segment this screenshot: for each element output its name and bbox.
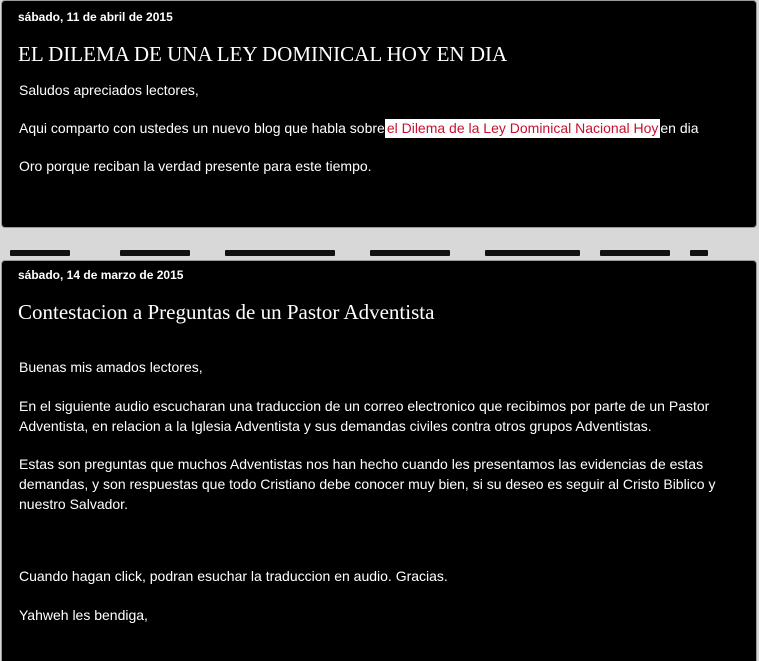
post-paragraph (19, 118, 742, 138)
post-title[interactable]: Contestacion a Preguntas de un Pastor Adventista (18, 300, 435, 324)
separator-mark (370, 250, 450, 256)
post-date: sábado, 11 de abril de 2015 (18, 10, 173, 24)
post-title[interactable]: EL DILEMA DE UNA LEY DOMINICAL HOY EN DIA (18, 42, 508, 66)
post-paragraph: Estas son preguntas que muchos Adventistas nos han hecho cuando les presentamos las evidencias de estas demandas, y son respuestas que todo Cristiano debe conocer muy bien, si su deseo es seguir al Cristo Biblico y nuestro Salvador. (19, 456, 716, 512)
post-paragraph: Oro porque reciban la verdad presente para este tiempo. (19, 158, 372, 174)
separator-mark (690, 250, 708, 256)
post-paragraph: En el siguiente audio escucharan una traduccion de un correo electronico que recibimos por parte de un Pastor Adventista, en relacion a la Iglesia Adventista y sus demandas civiles contra otros grupos Adventistas. (19, 398, 710, 434)
post-paragraph: Cuando hagan click, podran esuchar la traduccion en audio. Gracias. (19, 568, 448, 584)
separator-mark (600, 250, 670, 256)
paragraph-text: en dia (660, 120, 699, 136)
post-link[interactable]: el Dilema de la Ley Dominical Nacional Hoy (386, 120, 659, 136)
blog-post (1, 260, 757, 661)
separator-mark (485, 250, 580, 256)
paragraph-text: Aqui comparto con ustedes un nuevo blog que habla sobre (19, 120, 385, 136)
post-separator (0, 228, 759, 260)
post-greeting: Buenas mis amados lectores, (19, 359, 203, 375)
post-closing: Yahweh les bendiga, (19, 607, 148, 623)
post-date: sábado, 14 de marzo de 2015 (18, 268, 184, 282)
separator-mark (120, 250, 190, 256)
separator-mark (225, 250, 335, 256)
post-greeting: Saludos apreciados lectores, (19, 82, 199, 98)
blog-post (1, 0, 757, 228)
separator-mark (10, 250, 70, 256)
